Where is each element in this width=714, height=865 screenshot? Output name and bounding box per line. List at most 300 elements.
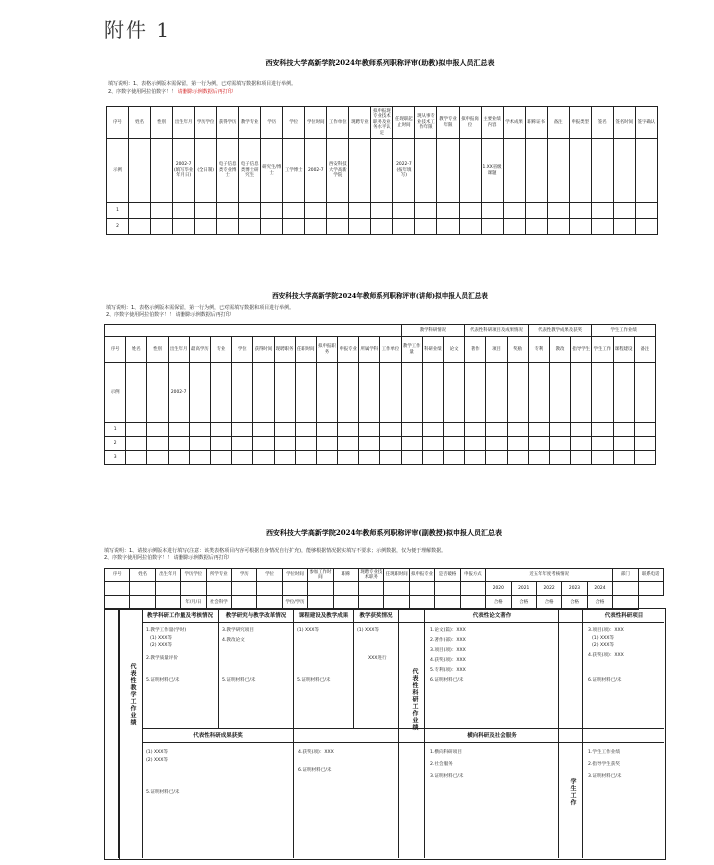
column-header: 联系电话 [638, 569, 663, 582]
table-cell [151, 139, 173, 203]
table-cell [371, 203, 393, 219]
column-header: 序号 [105, 337, 126, 363]
table-cell: 1 [105, 423, 126, 437]
table-cell [359, 582, 384, 596]
table-cell [613, 203, 635, 219]
table-cell [349, 203, 371, 219]
divider [398, 608, 399, 858]
year-header: 2023 [562, 582, 587, 596]
table-cell [253, 423, 274, 437]
table-row [105, 363, 656, 423]
table-cell [549, 423, 570, 437]
table-cell [232, 451, 253, 465]
column-header: 是否破格 [435, 569, 460, 582]
table-cell [401, 451, 422, 465]
table-cell [253, 451, 274, 465]
section-header-project: 代表性科研项目 [604, 613, 644, 619]
table-cell [274, 423, 295, 437]
section-header-teaching: 教学科研工作量及考核情况 [146, 613, 213, 619]
table-cell [130, 582, 155, 596]
table-cell [206, 582, 231, 596]
table-cell [401, 437, 422, 451]
teaching-item: 2.教学质量评价 [146, 656, 178, 661]
table-cell [635, 139, 657, 203]
table-cell: 合格 [587, 596, 612, 610]
student-item: 3.证明材料已/未 [588, 774, 622, 779]
service-item: 2.社会服务 [430, 762, 453, 767]
table-cell [261, 203, 283, 219]
table-cell: 电子信息类博士研究生 [239, 139, 261, 203]
table-cell [549, 363, 570, 423]
table-cell [359, 423, 380, 437]
header-row [107, 107, 658, 139]
table-cell [459, 203, 481, 219]
column-header: 科研业绩 [422, 337, 443, 363]
column-header: 出生年月 [173, 107, 195, 139]
lower-teaching-item: (1) XXX等 [146, 750, 169, 755]
teaching-item: 5.证明材料已/未 [146, 678, 180, 683]
table-cell [503, 139, 525, 203]
sheet-3-note-2: 2、序数字使用阿拉伯数字！！ 请删除示例数据后再打印 [104, 555, 229, 561]
column-header: 现从事专业技术工作年限 [415, 107, 437, 139]
column-header: 现聘专业 [349, 107, 371, 139]
table-cell [571, 437, 592, 451]
header-row [105, 337, 656, 363]
column-header: 拟申报专业 [409, 569, 434, 582]
column-header: 学位时间 [305, 107, 327, 139]
column-header: 获得时间 [253, 337, 274, 363]
table-cell [380, 451, 401, 465]
table-cell [592, 363, 613, 423]
year-header: 2021 [511, 582, 536, 596]
column-header: 学生工作 [592, 337, 613, 363]
sheet-1 [100, 58, 660, 238]
group-header: 学生工作业绩 [592, 325, 656, 337]
table-cell [253, 437, 274, 451]
table-cell [547, 203, 569, 219]
table-row [105, 423, 656, 437]
table-cell [151, 219, 173, 235]
table-cell [635, 203, 657, 219]
table-cell [359, 437, 380, 451]
table-cell [371, 139, 393, 203]
table-cell [274, 451, 295, 465]
column-header: 教改 [549, 337, 570, 363]
table-cell [316, 363, 337, 423]
table-cell [435, 582, 460, 596]
table-cell [613, 437, 634, 451]
table-cell [415, 203, 437, 219]
column-header: 奖励 [507, 337, 528, 363]
table-cell [232, 437, 253, 451]
table-cell [401, 423, 422, 437]
column-header: 学历学位 [181, 569, 206, 582]
year-header: 2024 [587, 582, 612, 596]
column-header: 教学专业 [239, 107, 261, 139]
table-cell [444, 437, 465, 451]
table-cell [239, 219, 261, 235]
group-header: 代表性教学成果及获奖 [528, 325, 592, 337]
table-row [107, 139, 658, 203]
table-cell [613, 363, 634, 423]
table-cell [210, 451, 231, 465]
column-header: 所属学科 [359, 337, 380, 363]
table-cell [437, 203, 459, 219]
table-cell [528, 423, 549, 437]
divider [142, 622, 664, 623]
column-header: 学历 [232, 569, 257, 582]
column-header: 性别 [147, 337, 168, 363]
column-header: 拟申报岗位 [459, 107, 481, 139]
group-header-row [105, 325, 656, 337]
table-cell [422, 437, 443, 451]
column-header: 指导学生 [571, 337, 592, 363]
column-header: 出生年月 [155, 569, 180, 582]
table-cell [415, 139, 437, 203]
table-cell [613, 582, 638, 596]
table-cell [155, 582, 180, 596]
column-header: 姓名 [129, 107, 151, 139]
table-cell [613, 219, 635, 235]
table-cell [486, 437, 507, 451]
project-item: (1) XXX等 [592, 636, 615, 641]
table-cell [481, 219, 503, 235]
table-cell [592, 437, 613, 451]
divider [142, 608, 143, 858]
table-cell [173, 219, 195, 235]
table-cell [195, 203, 217, 219]
table-cell [547, 139, 569, 203]
table-cell: 2022-7(按年填写) [393, 139, 415, 203]
column-header: 参加工作时间 [309, 569, 332, 580]
sheet-3-header-table [104, 568, 664, 610]
teaching-item: (1) XXX等 [150, 636, 173, 641]
table-cell [126, 451, 147, 465]
column-header: 所学专业 [206, 569, 231, 582]
column-header: 论文 [444, 337, 465, 363]
table-cell: 研究生/博士 [261, 139, 283, 203]
column-header: 课程建设 [613, 337, 634, 363]
table-cell [151, 203, 173, 219]
column-header: 工作单位 [327, 107, 349, 139]
column-header: 申报类型 [569, 107, 591, 139]
table-cell [459, 219, 481, 235]
table-cell [571, 363, 592, 423]
column-header: 申报专业 [338, 337, 359, 363]
table-cell [634, 451, 655, 465]
table-cell [569, 203, 591, 219]
course-item: 5.证明材料已/未 [297, 678, 331, 683]
column-header: 学术成果 [503, 107, 525, 139]
table-cell [239, 203, 261, 219]
research-item: 6.证明材料已/未 [430, 678, 464, 683]
table-cell [308, 582, 333, 596]
table-row [107, 203, 658, 219]
divider [424, 608, 425, 858]
column-header: 最高学历 [189, 337, 210, 363]
column-header: 获得学历 [217, 107, 239, 139]
table-cell [528, 451, 549, 465]
table-cell [168, 437, 189, 451]
table-cell [338, 437, 359, 451]
table-cell [569, 219, 591, 235]
column-header: 申报方式 [460, 569, 485, 582]
year-header: 2022 [536, 582, 561, 596]
table-cell [274, 363, 295, 423]
teaching-item: 3.教学研究项目 [222, 628, 254, 633]
table-cell [327, 219, 349, 235]
table-cell: 西安科技大学高新学院 [327, 139, 349, 203]
table-cell [129, 219, 151, 235]
table-cell [635, 219, 657, 235]
column-header: 近五年年度考核情况 [486, 569, 613, 582]
section-header-award: 教学获奖情况 [359, 613, 393, 619]
table-cell [459, 139, 481, 203]
table-cell [613, 139, 635, 203]
table-cell [613, 451, 634, 465]
table-cell [591, 203, 613, 219]
table-cell [415, 219, 437, 235]
column-header: 序号 [105, 569, 130, 582]
table-cell [525, 219, 547, 235]
lower-award-item: 6.证明材料已/未 [298, 768, 332, 773]
table-cell [338, 363, 359, 423]
divider [142, 742, 664, 743]
table-cell [217, 203, 239, 219]
service-item: 1.横向科研项目 [430, 750, 462, 755]
table-cell [422, 423, 443, 437]
column-header: 任现职时间 [384, 569, 409, 582]
table-cell: 1 [107, 203, 129, 219]
student-item: 2.指导学生获奖 [588, 762, 620, 767]
column-header: 签字确认 [635, 107, 657, 139]
column-header: 备注 [634, 337, 655, 363]
table-cell: 合格 [562, 596, 587, 610]
table-cell [384, 582, 409, 596]
table-cell [257, 582, 282, 596]
table-cell [210, 437, 231, 451]
divider [353, 608, 354, 728]
group-header: 教学科研情况 [401, 325, 465, 337]
table-cell [422, 363, 443, 423]
course-item: (1) XXX等 [297, 628, 320, 633]
column-header: 职称 [333, 569, 358, 582]
column-header: 学位 [283, 107, 305, 139]
table-cell [359, 451, 380, 465]
table-cell [305, 203, 327, 219]
table-cell [338, 423, 359, 437]
sheet-3 [98, 528, 670, 860]
table-cell [283, 219, 305, 235]
column-header: 现聘专业技术职务 [360, 569, 383, 580]
table-cell [409, 582, 434, 596]
column-header: 姓名 [130, 569, 155, 582]
divider [558, 608, 559, 858]
table-cell [210, 423, 231, 437]
table-row [107, 219, 658, 235]
table-cell [210, 363, 231, 423]
divider [218, 608, 219, 728]
column-header: 序号 [107, 107, 129, 139]
table-cell [571, 423, 592, 437]
table-cell [569, 139, 591, 203]
header-row [105, 569, 664, 582]
column-header: 教学工作量 [401, 337, 422, 363]
table-cell [316, 451, 337, 465]
sheet-1-note-2-wrap [108, 88, 233, 96]
teaching-item: 4.教改论文 [222, 638, 245, 643]
section-header-service: 横向科研及社会服务 [467, 733, 517, 739]
table-cell [253, 363, 274, 423]
table-cell [528, 437, 549, 451]
sheet-1-table [106, 106, 658, 235]
table-cell [380, 437, 401, 451]
table-cell [507, 363, 528, 423]
column-header: 教学专业年限 [437, 107, 459, 139]
table-cell [437, 219, 459, 235]
teaching-item: (2) XXX等 [150, 643, 173, 648]
table-cell: 合格 [511, 596, 536, 610]
column-header: 著作 [465, 337, 486, 363]
attachment-label: 附件 1 [104, 18, 172, 42]
research-item: 4.获奖(项)：XXX [430, 658, 466, 663]
project-item: 3.项目(项)：XXX [588, 628, 624, 633]
column-header: 拟申报现专业技术职务及业务水平认定 [371, 107, 393, 139]
table-cell [349, 219, 371, 235]
table-cell: 合格 [536, 596, 561, 610]
table-cell: 2002-7 [305, 139, 327, 203]
column-header: 姓名 [126, 337, 147, 363]
table-cell [528, 363, 549, 423]
table-cell [295, 451, 316, 465]
table-cell [126, 437, 147, 451]
table-cell [181, 582, 206, 596]
table-cell [232, 423, 253, 437]
project-item: 6.证明材料已/未 [588, 678, 622, 683]
sheet-1-note-2: 2、序数字使用阿拉伯数字！！ [108, 89, 177, 95]
table-cell [173, 203, 195, 219]
table-cell [147, 363, 168, 423]
table-cell [282, 582, 307, 596]
table-cell: 年/月/日 [181, 596, 206, 610]
table-cell [168, 451, 189, 465]
table-cell: 工学博士 [283, 139, 305, 203]
table-cell [105, 582, 130, 596]
divider [582, 608, 583, 858]
table-cell [592, 423, 613, 437]
column-header: 学历 [261, 107, 283, 139]
sheet-1-note-1: 填写说明：1、表格示例版本需保留，第一行为例，已对需填写数据和项目进行举例。 [108, 81, 297, 87]
table-cell [393, 219, 415, 235]
table-cell [638, 582, 663, 596]
table-cell [465, 437, 486, 451]
column-header: 签名时间 [613, 107, 635, 139]
table-cell [486, 423, 507, 437]
table-cell [168, 423, 189, 437]
table-cell [437, 139, 459, 203]
left-group-4: 学生工作 [569, 778, 576, 806]
group-header: 代表性科研项目及成果情况 [465, 325, 529, 337]
column-header: 签名 [591, 107, 613, 139]
table-cell [444, 451, 465, 465]
table-cell [444, 423, 465, 437]
table-cell: 学位/学历 [282, 596, 307, 610]
table-cell: 2 [105, 437, 126, 451]
sheet-2-note-1: 填写说明：1、表格示例版本需保留，第一行为例，已对需填写数据和项目进行举例。 [106, 305, 295, 311]
table-cell [232, 582, 257, 596]
column-header: 工作单位 [380, 337, 401, 363]
column-header: 部门 [613, 569, 638, 582]
table-cell [147, 451, 168, 465]
table-cell [393, 203, 415, 219]
year-header: 2020 [486, 582, 511, 596]
table-cell [465, 423, 486, 437]
research-item: 5.专利(项)：XXX [430, 668, 466, 673]
table-cell [217, 219, 239, 235]
table-cell [305, 219, 327, 235]
table-cell: 1.XX省级课题 [481, 139, 503, 203]
section-header-paper: 代表性论文著作 [472, 613, 512, 619]
service-item: 3.证明材料已/未 [430, 774, 464, 779]
table-cell [507, 451, 528, 465]
sheet-1-note-red: 请删除示例数据后再打印 [177, 89, 233, 95]
table-cell [591, 219, 613, 235]
sheet-2-title: 西安科技大学高新学院2024年教师系列职称评审(讲师)拟申报人员汇总表 [272, 292, 488, 300]
table-cell [571, 451, 592, 465]
table-cell [525, 203, 547, 219]
table-cell [371, 219, 393, 235]
section-header-research-award: 代表性科研成果获奖 [193, 733, 243, 739]
table-cell [634, 423, 655, 437]
status-value: XXX进行 [368, 656, 387, 661]
sheet-2 [100, 286, 660, 466]
table-cell [401, 363, 422, 423]
table-cell: 电子信息类专业博士 [217, 139, 239, 203]
table-cell: 3 [105, 451, 126, 465]
column-header: 任职时间 [295, 337, 316, 363]
award-item: (1) XXX等 [357, 628, 380, 633]
table-cell [261, 219, 283, 235]
sheet-3-title: 西安科技大学高新学院2024年教师系列职称评审(副教授)拟申报人员汇总表 [265, 528, 503, 537]
table-cell: 合格 [486, 596, 511, 610]
table-cell [634, 437, 655, 451]
table-cell [126, 363, 147, 423]
table-cell [380, 363, 401, 423]
table-cell: (全日制) [195, 139, 217, 203]
table-cell [591, 139, 613, 203]
table-cell [525, 139, 547, 203]
project-item: 4.获奖(项)：XXX [588, 653, 624, 658]
lower-teaching-item: (2) XXX等 [146, 758, 169, 763]
column-header: 任现职起止时间 [393, 107, 415, 139]
table-cell [422, 451, 443, 465]
column-header: 职称证书 [525, 107, 547, 139]
table-cell [126, 423, 147, 437]
column-header: 性别 [151, 107, 173, 139]
table-cell: 2 [107, 219, 129, 235]
table-cell [547, 219, 569, 235]
table-cell [359, 363, 380, 423]
table-cell [507, 423, 528, 437]
column-header: 出生年月 [168, 337, 189, 363]
table-cell [195, 219, 217, 235]
research-item: 2.著作(部)：XXX [430, 638, 466, 643]
table-cell [349, 139, 371, 203]
year-row [105, 582, 664, 596]
table-cell [327, 203, 349, 219]
table-cell [129, 139, 151, 203]
column-header: 备注 [547, 107, 569, 139]
